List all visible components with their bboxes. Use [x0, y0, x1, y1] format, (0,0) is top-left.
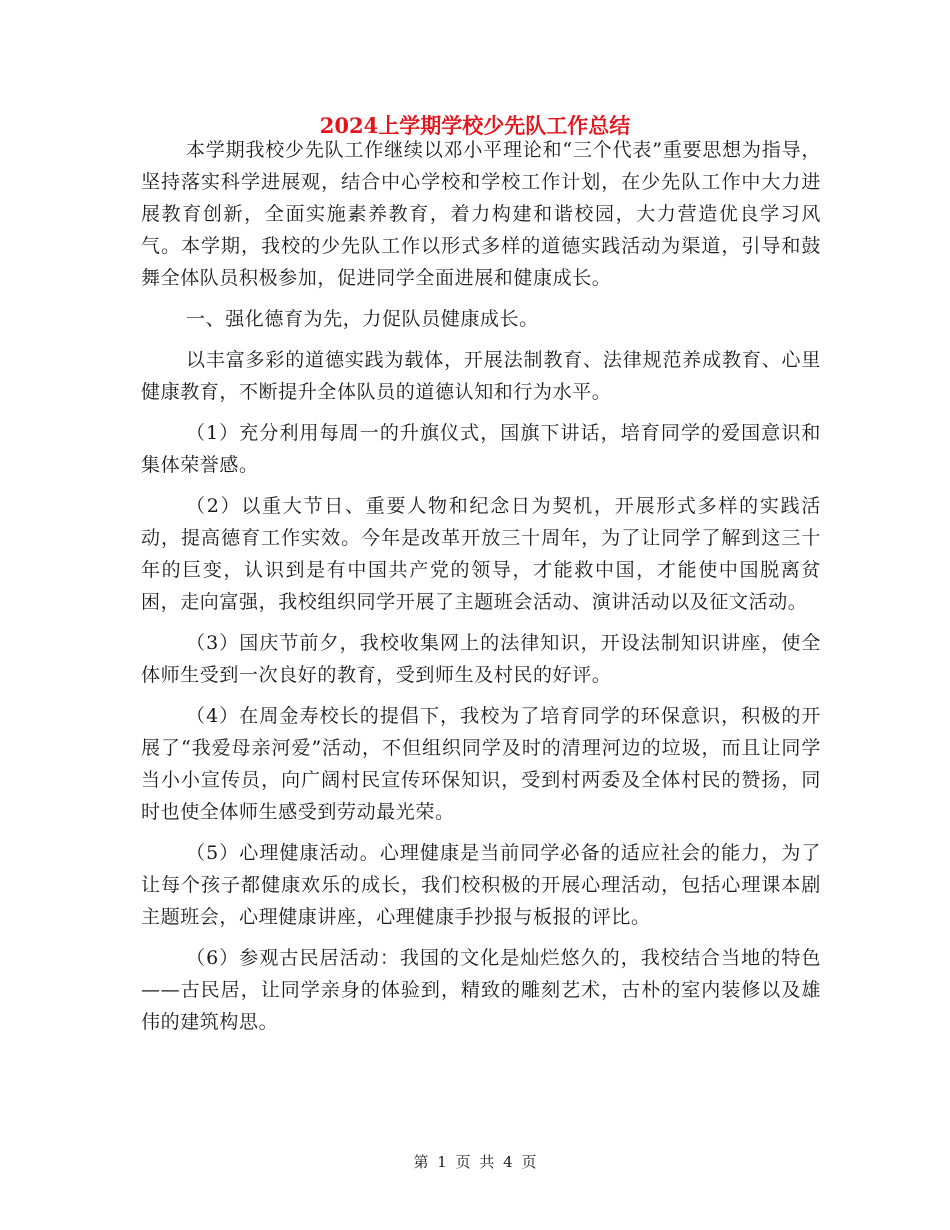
list-item: （3）国庆节前夕，我校收集网上的法律知识，开设法制知识讲座，使全体师生受到一次良好的教育，受到师生及村民的好评。 [141, 632, 821, 686]
document-title: 2024上学期学校少先队工作总结 [319, 113, 631, 138]
list-item: （5）心理健康活动。心理健康是当前同学必备的适应社会的能力，为了让每个孩子都健康欢乐的成长，我们校积极的开展心理活动，包括心理课本剧主题班会，心理健康讲座，心理健康手抄报与板报的评比。 [141, 842, 821, 928]
section-heading: 一、强化德育为先，力促队员健康成长。 [186, 308, 539, 330]
list-item: （4）在周金寿校长的提倡下，我校为了培育同学的环保意识，积极的开展了“我爱母亲河爱”活动，不但组织同学及时的清理河边的垃圾，而且让同学当小小宣传员，向广阔村民宣传环保知识，受到村两委及全体村民的赞扬，同时也使全体师生感受到劳动最光荣。 [141, 705, 821, 823]
list-item: （1）充分利用每周一的升旗仪式，国旗下讲话，培育同学的爱国意识和集体荣誉感。 [141, 422, 821, 476]
page-number-footer: 第 1 页 共 4 页 [413, 1153, 537, 1171]
document-body [141, 134, 821, 1038]
list-item: （6）参观古民居活动：我国的文化是灿烂悠久的，我校结合当地的特色——古民居，让同学亲身的体验到，精致的雕刻艺术，古朴的室内装修以及雄伟的建筑构思。 [141, 947, 821, 1033]
intro-paragraph: 本学期我校少先队工作继续以邓小平理论和“三个代表”重要思想为指导，坚持落实科学进展观，结合中心学校和学校工作计划，在少先队工作中大力进展教育创新，全面实施素养教育，着力构建和谐校园，大力营造优良学习风气。本学期，我校的少先队工作以形式多样的道德实践活动为渠道，引导和鼓舞全体队员积极参加，促进同学全面进展和健康成长。 [141, 139, 821, 289]
list-item: （2）以重大节日、重要人物和纪念日为契机，开展形式多样的实践活动，提高德育工作实效。今年是改革开放三十周年，为了让同学了解到这三十年的巨变，认识到是有中国共产党的领导，才能救中国，才能使中国脱离贫困，走向富强，我校组织同学开展了主题班会活动、演讲活动以及征文活动。 [141, 495, 821, 613]
section-intro-paragraph: 以丰富多彩的道德实践为载体，开展法制教育、法律规范养成教育、心里健康教育，不断提升全体队员的道德认知和行为水平。 [141, 349, 821, 403]
